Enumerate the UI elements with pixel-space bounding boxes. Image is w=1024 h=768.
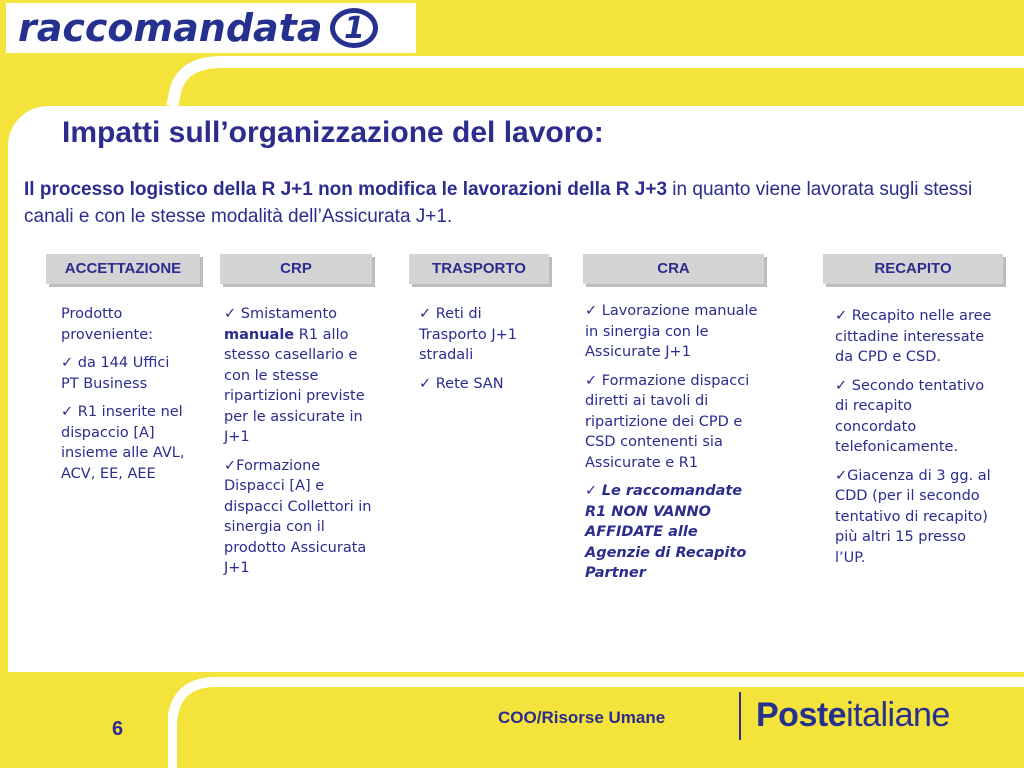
- header-crp: CRP: [220, 254, 372, 284]
- footer-department: COO/Risorse Umane: [498, 708, 666, 727]
- header-recapito: RECAPITO: [823, 254, 1003, 284]
- recapito-item: ✓Giacenza di 3 gg. al CDD (per il secondo tentativo di recapito) più altri 15 presso l’UP.: [835, 467, 991, 566]
- cra-item: ✓ Formazione dispacci diretti ai tavoli di ripartizione dei CPD e CSD contenenti sia Assicurate e R1: [585, 372, 750, 471]
- crp-item: ✓Formazione Dispacci [A] e dispacci Collettori in sinergia con il prodotto Assicurata J+1: [224, 457, 372, 576]
- accettazione-item: ✓ da 144 Uffici PT Business: [61, 355, 170, 392]
- recapito-item: ✓ Recapito nelle aree cittadine interessate da CPD e CSD.: [835, 308, 992, 365]
- column-crp: [224, 304, 374, 587]
- logo-number-badge: 1: [330, 8, 378, 48]
- brand-normal: italiane: [846, 696, 950, 734]
- cra-item: ✓ Lavorazione manuale in sinergia con le Assicurate J+1: [585, 303, 758, 360]
- column-accettazione: [61, 304, 189, 492]
- logo-text: raccomandata: [18, 6, 323, 50]
- trasporto-item: ✓ Rete SAN: [419, 375, 504, 392]
- crp-item-bold: manuale: [224, 326, 295, 343]
- header-accettazione: ACCETTAZIONE: [46, 254, 200, 284]
- page-number: 6: [112, 718, 124, 740]
- recapito-item: ✓ Secondo tentativo di recapito concordato telefonicamente.: [835, 377, 985, 455]
- intro-paragraph: [24, 176, 1014, 230]
- column-recapito: [835, 306, 993, 576]
- cra-item: [585, 481, 765, 584]
- column-cra: [585, 301, 765, 592]
- brand-bold: Poste: [756, 696, 847, 734]
- footer-divider: [739, 692, 741, 740]
- accettazione-item: ✓ R1 inserite nel dispaccio [A] insieme alle AVL, ACV, EE, AEE: [61, 404, 185, 482]
- raccomandata-logo: [6, 3, 416, 53]
- posteitaliane-logo: [756, 696, 950, 735]
- cra-item-emphasis: Le raccomandate R1 NON VANNO AFFIDATE alle Agenzie di Recapito Partner: [585, 483, 747, 581]
- intro-bold: Il processo logistico della R J+1 non modifica le lavorazioni della R J+3: [24, 179, 668, 200]
- accettazione-item: Prodotto proveniente:: [61, 306, 154, 343]
- header-trasporto: TRASPORTO: [409, 254, 549, 284]
- crp-item: [224, 304, 374, 448]
- trasporto-item: ✓ Reti di Trasporto J+1 stradali: [419, 306, 517, 363]
- header-cra: CRA: [583, 254, 764, 284]
- page-title: Impatti sull’organizzazione del lavoro:: [62, 116, 604, 149]
- crp-item-pre: ✓ Smistamento: [224, 306, 338, 322]
- intro-normal: in quanto viene lavorata sugli stessi canali e con le stesse modalità dell’Assicurata J+1.: [24, 179, 973, 227]
- cra-item-check: ✓: [585, 483, 602, 499]
- crp-item-post: R1 allo stesso casellario e con le stesse ripartizioni previste per le assicurate in J+1: [224, 326, 365, 445]
- column-trasporto: [419, 304, 547, 402]
